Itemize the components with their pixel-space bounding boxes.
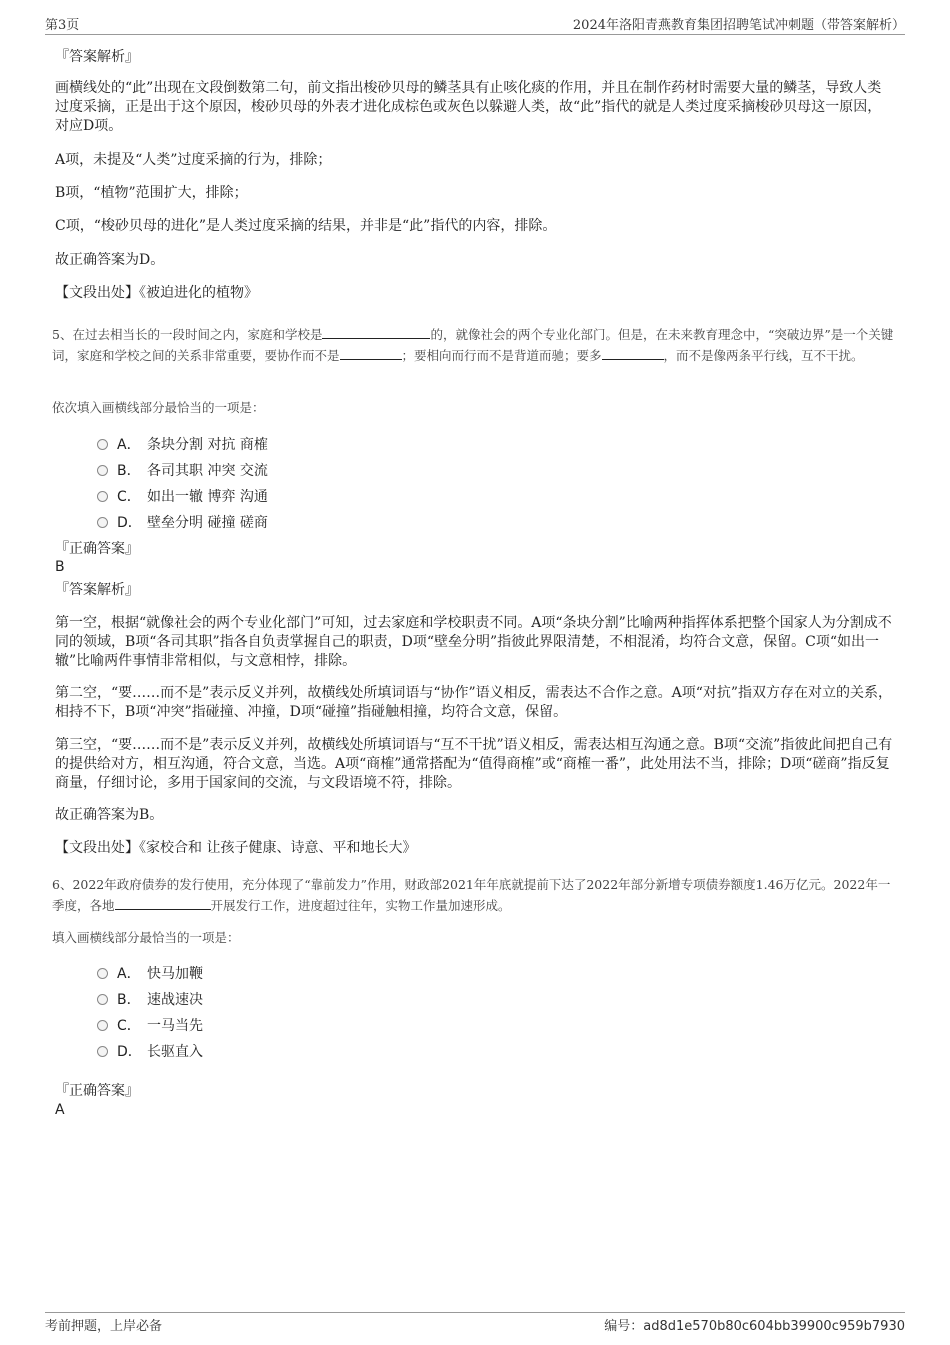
q6-option-b[interactable] — [97, 990, 203, 1010]
q6-answer: A — [55, 1102, 65, 1118]
radio-icon[interactable] — [97, 439, 108, 450]
footer-serial: 编号：ad8d1e570b80c604bb39900c959b7930 — [604, 1319, 905, 1334]
q4-analysis-para2: A项，未提及“人类”过度采摘的行为，排除； — [55, 152, 332, 168]
q6-option-a[interactable] — [97, 964, 203, 984]
q5-conclusion: 故正确答案为B。 — [55, 807, 164, 823]
q6-stem — [52, 874, 898, 916]
q4-analysis-para3: B项，“植物”范围扩大，排除； — [55, 185, 248, 201]
q4-analysis-para4-block — [55, 217, 895, 236]
option-text: 一马当先 — [147, 1018, 203, 1034]
radio-icon[interactable] — [97, 1046, 108, 1057]
q5-source: 【文段出处】《家校合和 让孩子健康、诗意、平和地长大》 — [55, 840, 417, 856]
q5-answer: B — [55, 559, 65, 575]
q6-instruction: 填入画横线部分最恰当的一项是： — [52, 930, 240, 945]
q5-stem-part3: ；要相向而行而不是背道而驰；要多 — [401, 348, 602, 363]
q6-answer-block — [55, 1101, 895, 1120]
option-letter: C． — [117, 1018, 141, 1034]
footer-slogan: 考前押题，上岸必备 — [45, 1319, 163, 1334]
q4-analysis-para4: C项，“梭砂贝母的进化”是人类过度采摘的结果，并非是“此”指代的内容，排除。 — [55, 218, 557, 234]
q5-analysis-para2-block — [55, 684, 895, 722]
radio-icon[interactable] — [97, 994, 108, 1005]
q5-stem-part1: 5、在过去相当长的一段时间之内，家庭和学校是 — [52, 327, 323, 342]
q5-analysis-para1: 第一空，根据“就像社会的两个专业化部门”可知，过去家庭和学校职责不同。A项“条块分割”比喻两种指挥体系把整个国家人为分割成不同的领域，B项“各司其职”指各自负责掌握自己的职责，D项“壁垒分明”指彼此界限清楚，不相混淆，均符合文意，保留。C项“如出一辙”比喻两件事情非常相似，与文意相悖，排除。 — [55, 615, 892, 669]
q5-analysis-para3-block — [55, 736, 895, 793]
q5-instruction-block — [52, 397, 895, 418]
q5-analysis-para2: 第二空，“要……而不是”表示反义并列，故横线处所填词语与“协作”语义相反，需表达不合作之意。A项“对抗”指双方存在对立的关系，相持不下，B项“冲突”指碰撞、冲撞，D项“碰撞”指碰触相撞，均符合文意，保留。 — [55, 685, 893, 720]
option-text: 长驱直入 — [147, 1044, 203, 1060]
option-text: 各司其职 冲突 交流 — [147, 463, 268, 479]
radio-icon[interactable] — [97, 491, 108, 502]
option-text: 条块分割 对抗 商榷 — [147, 437, 268, 453]
q4-analysis-label-block — [55, 48, 895, 67]
q4-analysis-para3-block — [55, 184, 895, 203]
q4-analysis-para1: 画横线处的“此”出现在文段倒数第二句，前文指出梭砂贝母的鳞茎具有止咳化痰的作用，并且在制作药材时需要大量的鳞茎，导致人类过度采摘，正是出于这个原因，梭砂贝母的外表才进化成棕色或灰色以躲避人类，故“此”指代的就是人类过度采摘梭砂贝母这一原因，对应D项。 — [55, 80, 882, 134]
page-number: 第3页 — [45, 18, 80, 33]
q5-instruction: 依次填入画横线部分最恰当的一项是： — [52, 400, 265, 415]
q4-analysis-para2-block — [55, 151, 895, 170]
q6-stem-block — [52, 874, 898, 916]
q5-option-d[interactable] — [97, 513, 268, 533]
q5-stem-part4: ，而不是像两条平行线，互不干扰。 — [663, 348, 864, 363]
q4-conclusion: 故正确答案为D。 — [55, 252, 165, 268]
option-text: 如出一辙 博弈 沟通 — [147, 489, 268, 505]
option-letter: C． — [117, 489, 141, 505]
q6-option-d[interactable] — [97, 1042, 203, 1062]
q4-conclusion-block — [55, 251, 895, 270]
q4-source-block — [55, 284, 895, 303]
q5-analysis-label-block — [55, 581, 895, 600]
q4-source: 【文段出处】《被迫进化的植物》 — [55, 285, 258, 301]
option-letter: D． — [117, 1044, 142, 1060]
q5-analysis-para1-block — [55, 614, 895, 671]
radio-icon[interactable] — [97, 968, 108, 979]
option-letter: B． — [117, 992, 141, 1008]
radio-icon[interactable] — [97, 465, 108, 476]
q4-analysis-label: 『答案解析』 — [55, 49, 139, 65]
q5-analysis-label: 『答案解析』 — [55, 582, 139, 598]
q5-conclusion-block — [55, 806, 895, 825]
q5-analysis-para3: 第三空，“要……而不是”表示反义并列，故横线处所填词语与“互不干扰”语义相反，需表达相互沟通之意。B项“交流”指彼此间把自己有的提供给对方，相互沟通，符合文意，当选。A项“商榷”通常搭配为“值得商榷”或“商榷一番”，此处用法不当，排除；D项“磋商”指反复商量，仔细讨论，多用于国家间的交流，与文段语境不符，排除。 — [55, 737, 893, 791]
document-title: 2024年洛阳青燕教育集团招聘笔试冲刺题（带答案解析） — [572, 18, 905, 33]
q6-blank-1 — [115, 896, 211, 910]
q6-stem-part2: 开展发行工作，进度超过往年，实物工作量加速形成。 — [210, 898, 511, 913]
q6-stem-part1: 6、2022年政府债券的发行使用，充分体现了“靠前发力”作用，财政部2021年年底就提前下达了2022年部分新增专项债券额度1.46万亿元。2022年一季度，各地 — [52, 877, 891, 913]
q6-answer-label: 『正确答案』 — [55, 1083, 139, 1099]
q6-instruction-block — [52, 927, 895, 948]
radio-icon[interactable] — [97, 1020, 108, 1031]
q5-answer-label-block — [55, 540, 895, 559]
option-letter: A． — [117, 966, 141, 982]
option-text: 快马加鞭 — [147, 966, 203, 982]
q5-answer-block — [55, 558, 895, 577]
q5-blank-1 — [322, 325, 430, 339]
q5-option-a[interactable] — [97, 435, 268, 455]
q5-blank-2 — [340, 346, 402, 360]
q6-option-c[interactable] — [97, 1016, 203, 1036]
option-text: 速战速决 — [147, 992, 203, 1008]
q4-analysis-para1-block — [55, 79, 895, 136]
q5-source-block — [55, 839, 895, 858]
q5-stem-block — [52, 324, 898, 366]
option-letter: D． — [117, 515, 142, 531]
q6-answer-label-block — [55, 1082, 895, 1101]
radio-icon[interactable] — [97, 517, 108, 528]
q5-blank-3 — [602, 346, 664, 360]
q5-stem — [52, 324, 898, 366]
option-text: 壁垒分明 碰撞 磋商 — [147, 515, 268, 531]
q5-option-c[interactable] — [97, 487, 268, 507]
q5-answer-label: 『正确答案』 — [55, 541, 139, 557]
q5-stem-part2: 的，就像社会的两个专业化部门。但是，在未来教育理念中，“突破边界”是一个关键词，家庭和学校之间的关系非常重要，要协作而不是 — [52, 327, 894, 363]
page-header — [45, 14, 905, 35]
option-letter: B． — [117, 463, 141, 479]
page-footer — [45, 1312, 905, 1334]
option-letter: A． — [117, 437, 141, 453]
q5-option-b[interactable] — [97, 461, 268, 481]
